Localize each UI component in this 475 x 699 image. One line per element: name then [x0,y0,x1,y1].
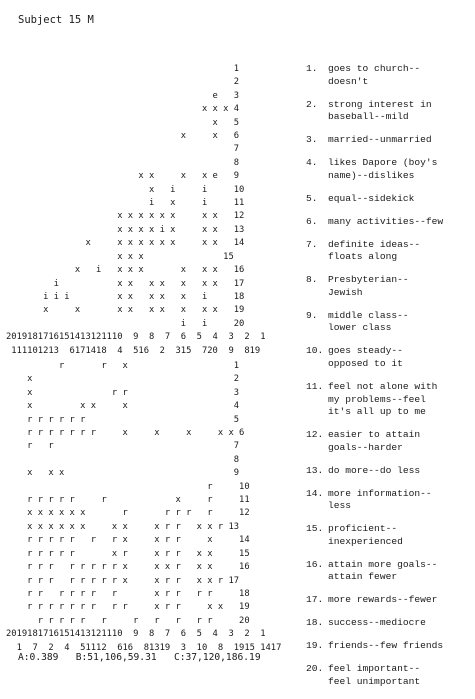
legend-item-text: likes Dapore (boy's name)--dislikes [328,157,438,181]
grid-row: 1 [6,64,240,74]
grid-row: x i x x x x x x 16 [6,265,245,276]
grid-row: x x x 9 [6,468,240,479]
grid-row: x r r 3 [6,387,240,398]
legend-item-number: 14. [306,487,324,499]
legend-item [306,488,471,513]
legend-item-text: easier to attain goals--harder [328,429,421,453]
legend-item-text: proficient-- inexperienced [328,523,403,547]
grid-row: r r x 1 [6,361,240,371]
legend-item-text: success--mediocre [328,617,426,629]
legend-item-number: 12. [306,429,324,441]
legend-item [306,429,471,454]
legend-item [306,239,471,264]
legend-item [306,63,471,88]
grid-row: i i 20 [6,318,245,329]
grid-row: x 2 [6,374,240,385]
legend-item [306,274,471,299]
grid-row: r r r r r r r r r x r r x x 19 [6,602,250,613]
grid-row: e 3 [6,90,240,101]
legend-item-number: 7. [306,238,318,250]
legend-item-text: married--unmarried [328,134,432,146]
legend-item-text: feel not alone with my problems--feel it's all up to me [328,381,438,418]
legend-item-text: goes to church-- doesn't [328,63,421,87]
grid-row: i i i x x x x x i 18 [6,291,245,302]
legend-item-text: middle class-- lower class [328,309,409,334]
legend-item-number: 10. [306,345,324,357]
grid-row: x x x x x x x x x r r x x r 13 [6,521,240,532]
legend-item-number: 3. [306,134,318,146]
grid-row: r r r r r r r r x x r r x x r 17 [6,575,240,586]
grid-row: r r r r r r x r 11 [6,495,250,506]
legend-item-text: attain more goals-- attain fewer [328,558,438,583]
legend-item-text: definite ideas-- floats along [328,238,421,263]
legend-item-number: 11. [306,381,324,392]
grid-row: x x x x i x x x 13 [6,224,245,235]
legend-item-text: many activities--few [328,215,444,227]
legend-item [306,523,471,548]
grid-row: 2019181716151413121110 9 8 7 6 5 4 3 2 1 [6,629,266,640]
grid-row: x x x x x x r r r r r 12 [6,508,250,519]
legend-item-text: goes steady-- opposed to it [328,345,403,370]
legend-item-number: 13. [306,464,324,476]
subject-title: Subject 15 M [18,14,94,26]
legend-item [306,594,471,607]
grid-row: r r r r r r r x x r r x 14 [6,535,250,546]
grid-row: x x x x x x x x x 19 [6,305,245,316]
grid-row: x x x x 4 [6,401,240,412]
legend-item-number: 20. [306,663,324,675]
grid-row: x x x 15 [6,251,234,262]
legend-item-number: 2. [306,98,318,110]
grid-row: r r 7 [6,441,240,452]
legend-item [306,640,471,653]
grid-row: x x x x x x x x x 14 [6,238,245,249]
legend-item [306,663,471,688]
grid-row: x x x 4 [6,104,240,115]
grid-row: r r r r r r r x x x x x 6 [6,428,245,439]
grid-row: x i i 10 [6,184,245,195]
legend-item-text: friends--few friends [328,640,444,652]
legend-item-number: 17. [306,594,324,606]
legend-item [306,193,471,206]
bottom-grid-matrix [6,360,281,655]
legend-item-text: equal--sidekick [328,192,415,204]
grid-row: i x x x x x x x 17 [6,278,245,289]
grid-row: 111101213 6171418 4 516 2 315 720 9 819 [6,345,261,356]
legend-item-text: do more--do less [328,464,421,476]
grid-row: r r r r r r 5 [6,414,240,425]
grid-row: x 5 [6,117,240,128]
legend-item [306,559,471,584]
legend-item [306,134,471,147]
legend-item-number: 16. [306,558,324,570]
grid-row: 2 [6,77,240,88]
grid-row: 8 [6,157,240,168]
top-grid-matrix [6,63,266,358]
construct-legend [306,63,471,699]
legend-item-number: 19. [306,640,324,652]
grid-row: r r r r r r r r x x x r x x 16 [6,562,250,573]
legend-item-text: Presbyterian-- Jewish [328,274,409,298]
legend-item-number: 6. [306,215,318,227]
legend-item [306,345,471,370]
grid-row: r r r r r x r x r r x x 15 [6,548,250,559]
legend-item [306,381,471,419]
legend-item-number: 18. [306,617,324,629]
grid-row: 2019181716151413121110 9 8 7 6 5 4 3 2 1 [6,332,266,343]
legend-item-number: 8. [306,274,318,286]
grid-row: r 10 [6,481,250,492]
legend-item [306,465,471,478]
legend-item [306,157,471,182]
legend-item-number: 1. [306,63,318,74]
legend-item-number: 9. [306,309,318,321]
grid-row: i x i 11 [6,198,245,209]
legend-item-text: more information-- less [328,487,432,512]
legend-item [306,617,471,630]
grid-row: 8 [6,454,240,465]
legend-item-text: feel important-- feel unimportant [328,663,421,688]
legend-item [306,310,471,335]
grid-row: x x x x e 9 [6,171,240,182]
legend-item-number: 15. [306,523,324,535]
grid-row: x x x x x x x x 12 [6,211,245,222]
scores-footer: A:0.389 B:51,106,59.31 C:37,120,186.19 [18,652,261,663]
grid-row: 1 7 2 4 51112 616 81319 3 10 8 1915 1417 [6,642,282,653]
grid-row: r r r r r r r r r r r 20 [6,615,250,626]
grid-row: x x 6 [6,131,240,142]
grid-row: 7 [6,144,240,155]
legend-item-number: 4. [306,157,318,169]
grid-row: r r r r r r r x r r r r 18 [6,588,250,599]
legend-item-text: more rewards--fewer [328,594,438,606]
legend-item [306,216,471,229]
legend-item-number: 5. [306,192,318,204]
legend-item [306,99,471,124]
legend-item-text: strong interest in baseball--mild [328,98,432,123]
